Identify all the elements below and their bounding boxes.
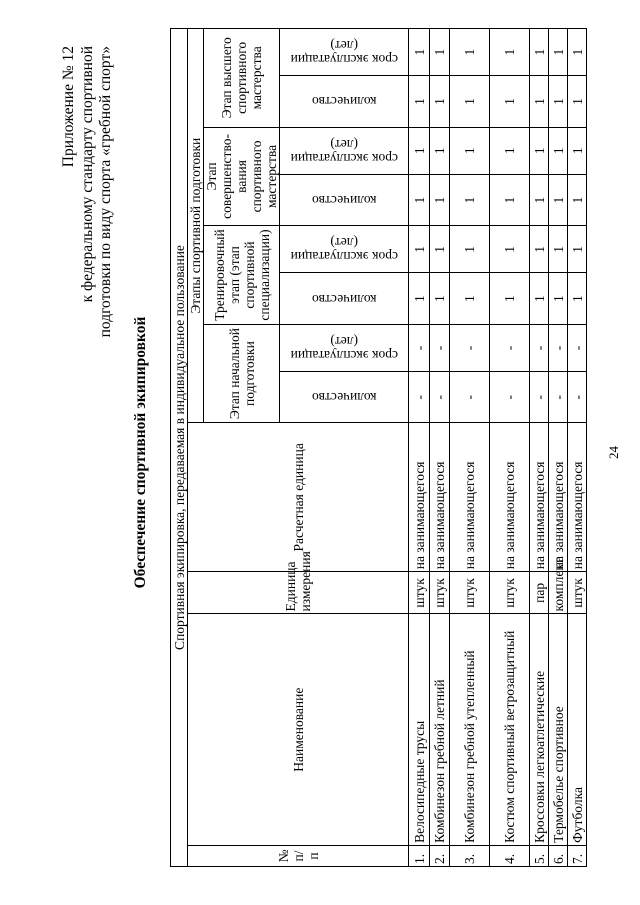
row-unit: пар — [530, 572, 549, 614]
row-name: Костюм спортивный ветрозащитный — [490, 614, 530, 845]
row-number: 7. — [568, 845, 587, 866]
row-value: 1 — [430, 29, 450, 76]
table-row — [568, 29, 587, 867]
row-value: 1 — [568, 76, 587, 127]
row-value: 1 — [409, 76, 430, 127]
row-number: 6. — [549, 845, 568, 866]
row-unit: штук — [490, 572, 530, 614]
subheader-label: срок эксплуатации (лет) — [290, 333, 398, 363]
subheader-term-stage-1 — [280, 324, 409, 371]
row-value: 1 — [530, 226, 549, 273]
row-value: 1 — [409, 273, 430, 324]
row-name: Кроссовки легкоатлетические — [530, 614, 549, 845]
subheader-term-stage-4 — [280, 29, 409, 76]
row-calc-unit: на занимающегося — [530, 423, 549, 572]
stage-header-highest: Этап высшего спортивного мастерства — [204, 29, 280, 128]
row-number: 1. — [409, 845, 430, 866]
row-value: - — [450, 372, 490, 423]
subheader-label: количество — [311, 94, 377, 110]
row-value: 1 — [430, 76, 450, 127]
row-value: 1 — [568, 226, 587, 273]
table-row — [549, 29, 568, 867]
page-number: 24 — [606, 446, 621, 459]
table-row — [430, 29, 450, 867]
row-value: 1 — [450, 226, 490, 273]
col-header-unit: Единица измерения — [188, 572, 409, 614]
row-value: 1 — [549, 127, 568, 174]
row-value: 1 — [530, 273, 549, 324]
row-value: 1 — [430, 174, 450, 225]
row-calc-unit: на занимающегося — [568, 423, 587, 572]
stage-header-training: Тренировочный этап (этап спортивной специализации) — [204, 226, 280, 325]
row-value: 1 — [530, 174, 549, 225]
table-main-header: Спортивная экипировка, передаваемая в индивидуальное пользование — [171, 29, 188, 867]
row-calc-unit: на занимающегося — [490, 423, 530, 572]
row-value: 1 — [490, 226, 530, 273]
document-title: Обеспечение спортивной экипировкой — [132, 316, 149, 589]
row-unit: штук — [409, 572, 430, 614]
col-header-calc-unit: Расчетная единица — [188, 423, 409, 572]
equipment-table — [170, 28, 587, 867]
row-number: 5. — [530, 845, 549, 866]
subheader-label: количество — [311, 193, 377, 209]
row-value: - — [530, 324, 549, 371]
subheader-qty-stage-1 — [280, 372, 409, 423]
row-calc-unit: на занимающегося — [549, 423, 568, 572]
col-header-name: Наименование — [188, 614, 409, 845]
row-value: 1 — [530, 76, 549, 127]
row-value: 1 — [450, 174, 490, 225]
stage-header-initial: Этап начальной подготовки — [204, 324, 280, 423]
row-value: 1 — [409, 174, 430, 225]
subheader-qty-stage-4 — [280, 76, 409, 127]
row-value: 1 — [568, 273, 587, 324]
subheader-label: срок эксплуатации (лет) — [290, 235, 398, 265]
row-value: 1 — [490, 127, 530, 174]
row-value: - — [450, 324, 490, 371]
row-name: Комбинезон гребной летний — [430, 614, 450, 845]
table-row — [409, 29, 430, 867]
row-name: Комбинезон гребной утепленный — [450, 614, 490, 845]
appendix-line-1: Приложение № 12 — [60, 46, 77, 168]
row-unit: штук — [450, 572, 490, 614]
row-unit: штук — [430, 572, 450, 614]
row-value: 1 — [549, 174, 568, 225]
table-row — [450, 29, 490, 867]
appendix-line-2: к федеральному стандарту спортивной — [78, 46, 96, 303]
row-name: Термобелье спортивное — [549, 614, 568, 845]
row-number: 2. — [430, 845, 450, 866]
subheader-qty-stage-3 — [280, 174, 409, 225]
row-value: 1 — [490, 29, 530, 76]
subheader-label: срок эксплуатации (лет) — [290, 136, 398, 166]
row-value: 1 — [450, 29, 490, 76]
row-value: 1 — [490, 174, 530, 225]
row-number: 4. — [490, 845, 530, 866]
row-value: 1 — [409, 226, 430, 273]
row-value: - — [568, 372, 587, 423]
row-unit: штук — [568, 572, 587, 614]
subheader-label: количество — [311, 390, 377, 406]
row-value: 1 — [568, 127, 587, 174]
subheader-label: количество — [311, 291, 377, 307]
row-value: - — [568, 324, 587, 371]
row-value: - — [549, 324, 568, 371]
row-value: - — [490, 324, 530, 371]
table-row — [490, 29, 530, 867]
row-value: - — [409, 324, 430, 371]
subheader-label: срок эксплуатации (лет) — [290, 38, 398, 68]
row-value: 1 — [568, 29, 587, 76]
row-value: 1 — [530, 127, 549, 174]
col-header-number: № п/п — [188, 845, 409, 866]
row-value: - — [549, 372, 568, 423]
table-row — [530, 29, 549, 867]
row-value: 1 — [549, 29, 568, 76]
row-value: 1 — [409, 127, 430, 174]
row-calc-unit: на занимающегося — [450, 423, 490, 572]
row-value: - — [409, 372, 430, 423]
row-value: 1 — [450, 127, 490, 174]
row-value: 1 — [490, 273, 530, 324]
row-calc-unit: на занимающегося — [430, 423, 450, 572]
row-value: - — [530, 372, 549, 423]
row-name: Футболка — [568, 614, 587, 845]
row-value: 1 — [430, 226, 450, 273]
appendix-line-3: подготовки по виду спорта «гребной спорт» — [97, 46, 114, 338]
row-value: - — [490, 372, 530, 423]
row-name: Велосипедные трусы — [409, 614, 430, 845]
row-value: 1 — [490, 76, 530, 127]
row-unit: комплект — [549, 572, 568, 614]
row-value: 1 — [549, 273, 568, 324]
row-value: - — [430, 372, 450, 423]
row-value: 1 — [450, 273, 490, 324]
row-value: 1 — [409, 29, 430, 76]
row-number: 3. — [450, 845, 490, 866]
row-value: 1 — [450, 76, 490, 127]
stage-header-improvement: Этап совершенство-вания спортивного мастерства — [204, 127, 280, 226]
row-value: 1 — [530, 29, 549, 76]
stages-header: Этапы спортивной подготовки — [188, 29, 204, 423]
subheader-qty-stage-2 — [280, 273, 409, 324]
row-value: 1 — [430, 273, 450, 324]
row-calc-unit: на занимающегося — [409, 423, 430, 572]
subheader-term-stage-2 — [280, 226, 409, 273]
appendix-header — [60, 46, 116, 337]
row-value: 1 — [568, 174, 587, 225]
row-value: 1 — [430, 127, 450, 174]
row-value: - — [430, 324, 450, 371]
row-value: 1 — [549, 226, 568, 273]
subheader-term-stage-3 — [280, 127, 409, 174]
row-value: 1 — [549, 76, 568, 127]
